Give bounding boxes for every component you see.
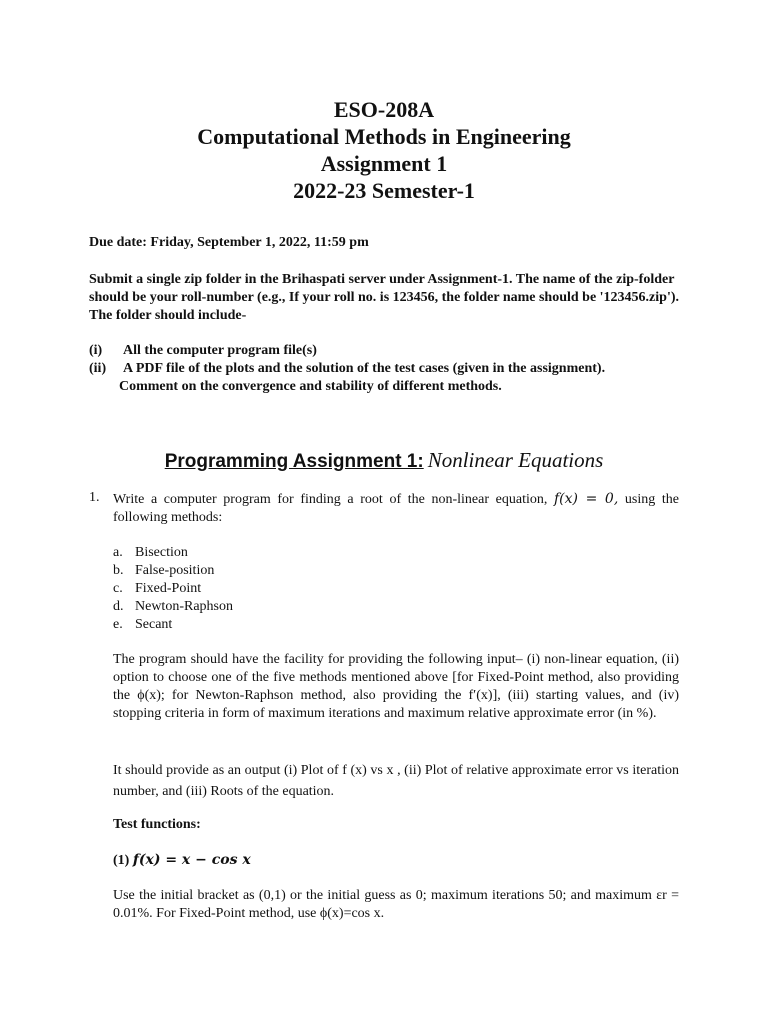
course-code: ESO-208A bbox=[333, 97, 435, 122]
submission-list bbox=[89, 342, 681, 396]
equation-inline: f(x) = 0, bbox=[554, 491, 619, 507]
list-item: b. False-position bbox=[113, 563, 215, 578]
section-heading bbox=[0, 448, 768, 473]
input-paragraph: The program should have the facility for providing the following input– (i) non-linear equation, (ii) option to choose one of the five methods mentioned above [for Fixed-Point method, also providing the ϕ(x); for Newton-Raphson method, also providing the f′(x)], (iii) starting values, and (iv) stopping criteria in form of maximum iterations and maximum relative approximate error (in %). bbox=[113, 652, 679, 721]
course-name: Computational Methods in Engineering bbox=[197, 124, 571, 149]
question-number: 1. bbox=[89, 490, 100, 505]
document-title bbox=[0, 96, 768, 204]
test-equation: (1) f(x) = x − cos x bbox=[113, 852, 251, 868]
section-topic: Nonlinear Equations bbox=[427, 448, 604, 472]
list-item: c. Fixed-Point bbox=[113, 581, 202, 596]
output-paragraph: It should provide as an output (i) Plot of f (x) vs x , (ii) Plot of relative approximate error vs iteration number, and (iii) Roots of the equation. bbox=[113, 763, 679, 799]
submission-item: (i) All the computer program file(s) bbox=[89, 343, 317, 358]
equation: f(x) = x − cos x bbox=[132, 852, 251, 868]
section-label: Programming Assignment 1: bbox=[164, 451, 424, 472]
submission-instructions: Submit a single zip folder in the Brihaspati server under Assignment-1. The name of the zip-folder should be your roll-number (e.g., If your roll no. is 123456, the folder name should be '123456.zip'). The folder should include- bbox=[89, 272, 680, 323]
due-date: Due date: Friday, September 1, 2022, 11:59 pm bbox=[89, 235, 369, 250]
method-list bbox=[113, 544, 233, 634]
submission-item: (ii) A PDF file of the plots and the solution of the test cases (given in the assignment). bbox=[89, 361, 606, 376]
assignment-title: Assignment 1 bbox=[320, 151, 448, 176]
submission-item-continuation: Comment on the convergence and stability of different methods. bbox=[119, 379, 502, 394]
list-item: d. Newton-Raphson bbox=[113, 599, 233, 614]
test-functions-heading: Test functions: bbox=[113, 817, 201, 832]
test-description: Use the initial bracket as (0,1) or the initial guess as 0; maximum iterations 50; and maximum εr = 0.01%. For Fixed-Point method, use ϕ(x)=cos x. bbox=[113, 888, 679, 921]
question-text: Write a computer program for finding a root of the non-linear equation, f(x) = 0, using the following methods: bbox=[113, 491, 679, 525]
list-item: a. Bisection bbox=[113, 545, 188, 560]
list-item: e. Secant bbox=[113, 617, 173, 632]
semester: 2022-23 Semester-1 bbox=[293, 178, 475, 203]
